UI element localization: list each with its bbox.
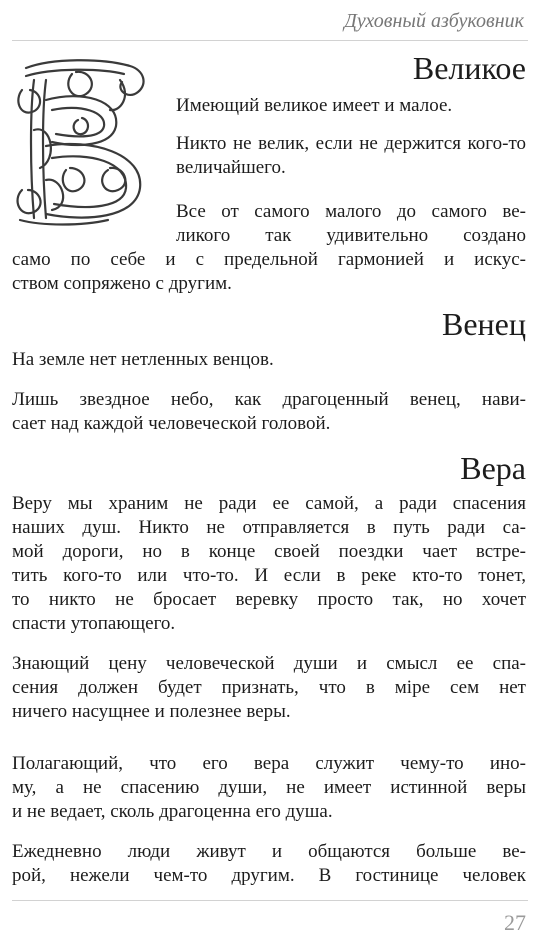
paragraph-line: Знающий цену человеческой души и смысл ее спа- xyxy=(12,653,526,674)
page-number: 27 xyxy=(504,910,526,935)
paragraph-line: ничего насущнее и полезнее веры. xyxy=(12,701,291,722)
paragraph-line: мой дороги, но в конце своей поездки чает встре- xyxy=(12,541,526,562)
paragraph-line: Полагающий, что его вера служит чему-то ино- xyxy=(12,753,526,774)
dropcap-ornament-icon xyxy=(12,50,160,228)
paragraph-line: то никто не бросает веревку просто так, но хочет xyxy=(12,589,526,610)
paragraph: На земле нет нетленных венцов. xyxy=(12,349,274,370)
paragraph-line: му, а не спасению души, не имеет истинной веры xyxy=(12,777,526,798)
paragraph: Имеющий великое имеет и малое. xyxy=(176,95,453,116)
paragraph-line: само по себе и с предельной гармонией и искус- xyxy=(12,249,526,270)
paragraph-line: спасти утопающего. xyxy=(12,613,176,634)
paragraph-line: наших душ. Никто не отправляется в путь ради са- xyxy=(12,517,526,538)
paragraph-line: Все от самого малого до самого ве- xyxy=(176,201,526,222)
paragraph-line: Ежедневно люди живут и общаются больше ве- xyxy=(12,841,526,862)
paragraph-line: Лишь звездное небо, как драгоценный венец, нави- xyxy=(12,389,526,410)
paragraph-line: сения должен будет признать, что в міре сем нет xyxy=(12,677,526,698)
paragraph: Никто не велик, если не держится кого-то величайшего. xyxy=(176,133,526,178)
entry-title-venets: Венец xyxy=(442,306,526,342)
footer-rule xyxy=(12,900,528,901)
header-rule xyxy=(12,40,528,41)
paragraph-line: Веру мы храним не ради ее самой, а ради спасения xyxy=(12,493,526,514)
entry-title-velikoe: Великое xyxy=(412,50,526,86)
paragraph-line: тить кого-то или что-то. И если в реке кто-то тонет, xyxy=(12,565,526,586)
entry-title-vera: Вера xyxy=(460,450,526,486)
paragraph-line: ликого так удивительно создано xyxy=(176,225,526,246)
paragraph-line: ством сопряжено с другим. xyxy=(12,273,232,294)
paragraph-line: сает над каждой человеческой головой. xyxy=(12,413,331,434)
paragraph-line: и не ведает, сколь драгоценна его душа. xyxy=(12,801,333,822)
running-head: Духовный азбуковник xyxy=(344,10,524,32)
paragraph-line: рой, нежели чем-то другим. В гостинице человек xyxy=(12,865,526,886)
